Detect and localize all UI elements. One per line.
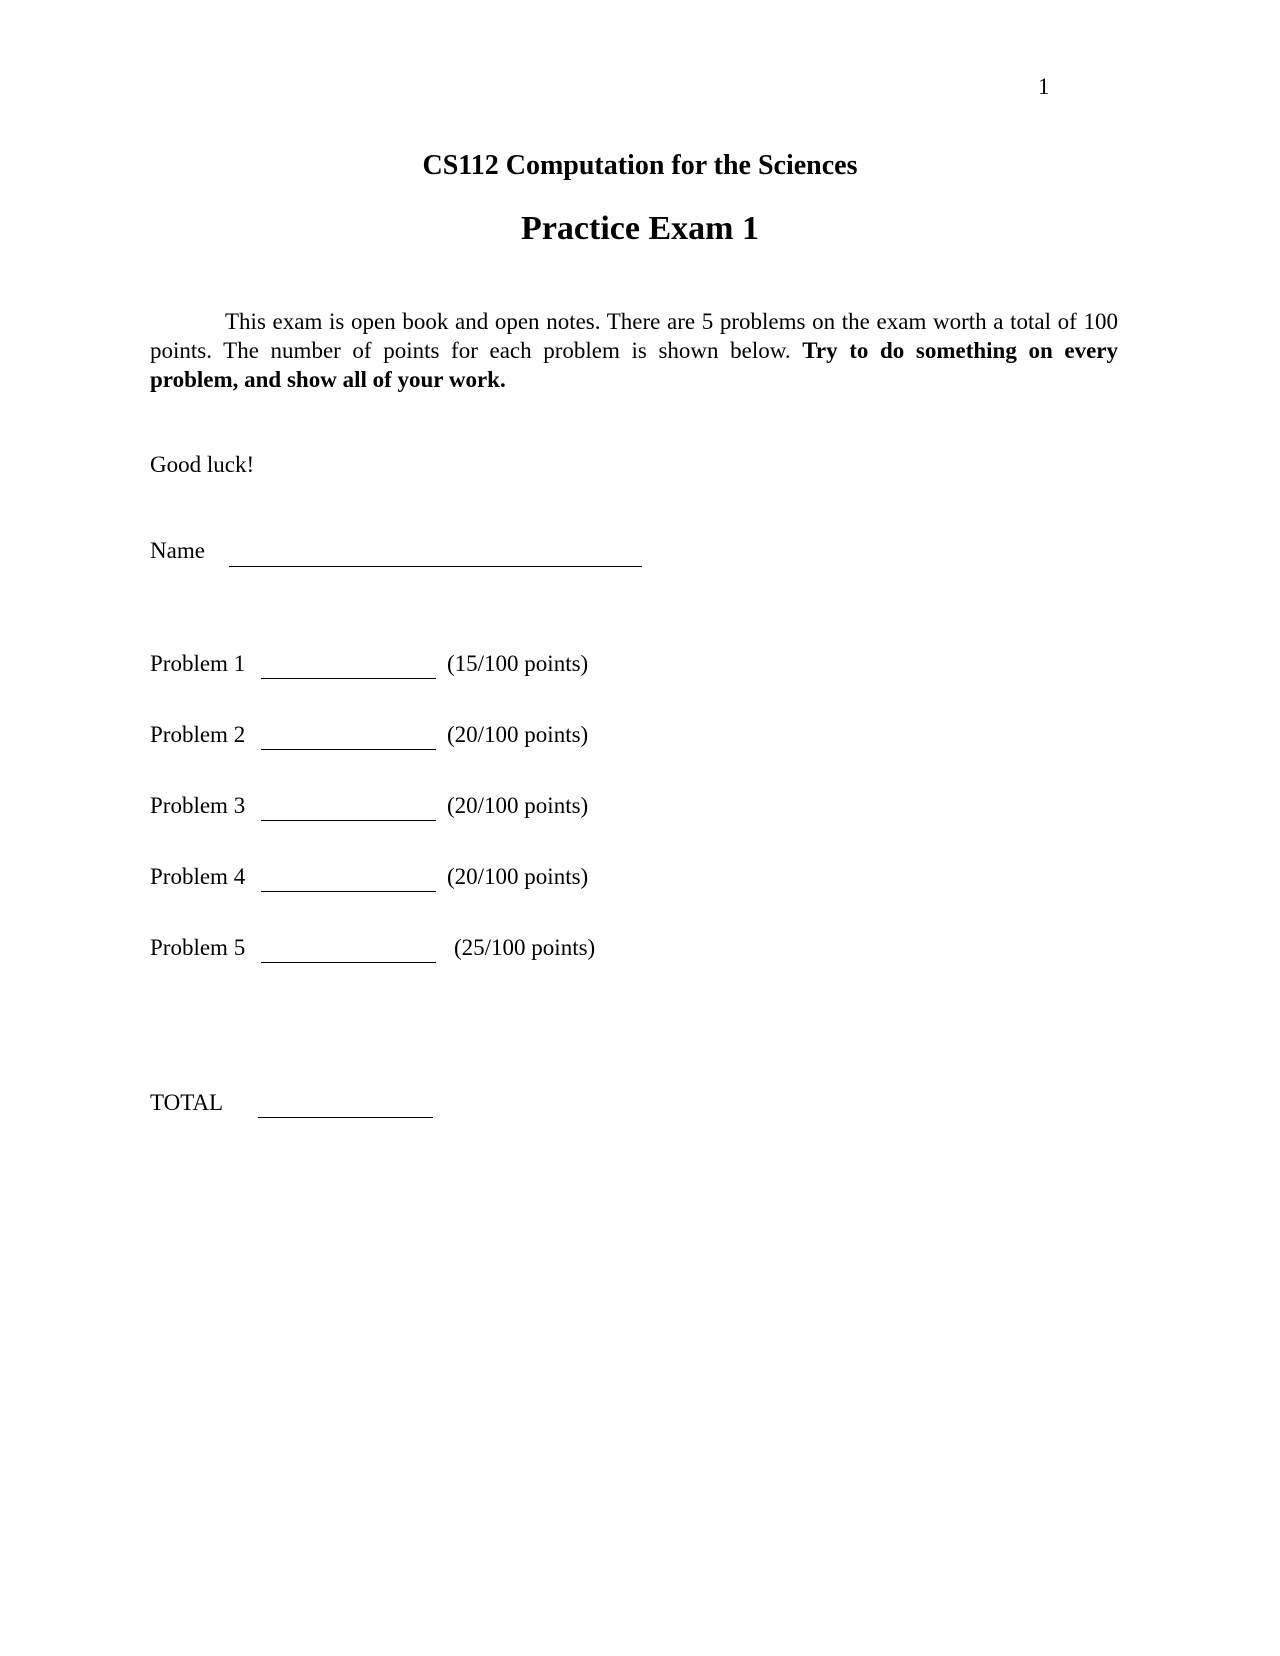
- name-field-line[interactable]: [229, 566, 642, 567]
- total-label: TOTAL: [150, 1090, 224, 1115]
- score-blank-line[interactable]: [261, 962, 436, 963]
- problem-points: (15/100 points): [447, 651, 589, 676]
- score-blank-line[interactable]: [261, 820, 436, 821]
- name-label: Name: [150, 538, 205, 563]
- problem-points: (20/100 points): [447, 793, 589, 818]
- problem-row-2: [150, 722, 750, 752]
- problem-points: (20/100 points): [447, 864, 589, 889]
- problem-label: Problem 3: [150, 793, 246, 818]
- problem-row-5: [150, 935, 750, 965]
- instructions-paragraph: [150, 307, 1118, 394]
- score-blank-line[interactable]: [261, 678, 436, 679]
- problem-points: (25/100 points): [454, 935, 596, 960]
- problem-row-1: [150, 651, 750, 681]
- problem-row-3: [150, 793, 750, 823]
- course-title: CS112 Computation for the Sciences: [422, 150, 858, 181]
- score-blank-line[interactable]: [261, 749, 436, 750]
- problem-points: (20/100 points): [447, 722, 589, 747]
- page-number: 1: [1038, 74, 1050, 99]
- total-row: [150, 1090, 750, 1120]
- problem-label: Problem 2: [150, 722, 246, 747]
- problem-label: Problem 4: [150, 864, 246, 889]
- problem-label: Problem 1: [150, 651, 246, 676]
- total-blank-line[interactable]: [258, 1117, 433, 1118]
- problem-row-4: [150, 864, 750, 894]
- instructions-text: This exam is open book and open notes. There are 5 problems on the exam worth a total of 100 points. The number of points for each problem is shown below.: [150, 309, 1118, 363]
- good-luck-text: Good luck!: [150, 452, 255, 477]
- problem-label: Problem 5: [150, 935, 246, 960]
- exam-title: Practice Exam 1: [521, 210, 759, 247]
- score-blank-line[interactable]: [261, 891, 436, 892]
- instructions-bold-text: Try to do something on every problem, and show all of your work.: [150, 338, 1118, 392]
